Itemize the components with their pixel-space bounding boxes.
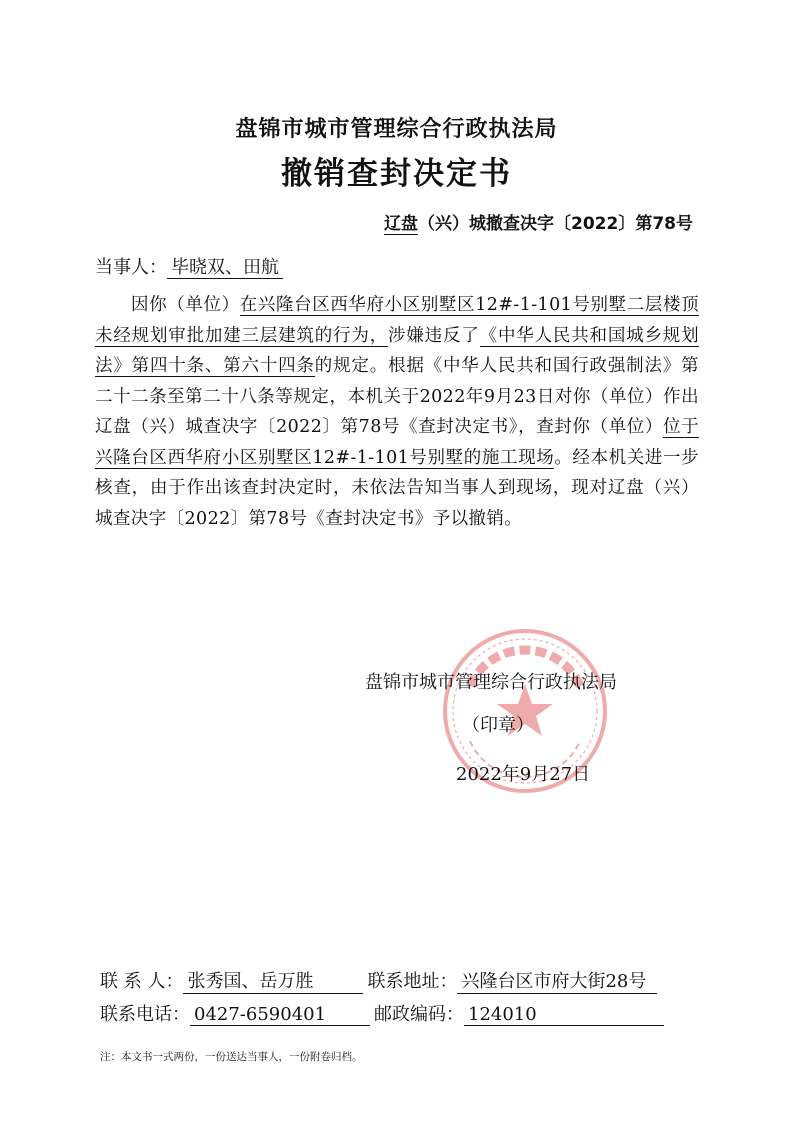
party-label: 当事人：	[95, 257, 167, 278]
body-text-1: 因你（单位）	[131, 295, 240, 315]
body-text-2: 涉嫌违反了	[388, 325, 480, 346]
decision-body	[95, 290, 699, 534]
violation-description: 在兴隆台区西华府小区别墅区12#-1-101号别墅二层楼顶未经规划审批加建三层建筑的行为，	[95, 295, 699, 346]
document-title: 撤销查封决定书	[281, 156, 512, 192]
contact-person-label: 联 系 人：	[100, 971, 184, 992]
violated-law-articles: 《中华人民共和国城乡规划法》第四十条、第六十四条	[95, 325, 699, 376]
footnote: 注：本文书一式两份，一份送达当事人，一份附卷归档。	[100, 1051, 363, 1063]
party-line	[95, 253, 283, 279]
party-names: 毕晓双、田航	[167, 257, 283, 279]
contact-phone-value: 0427-6590401	[190, 1004, 370, 1026]
contact-postcode-value: 124010	[464, 1004, 664, 1026]
issuing-organization: 盘锦市城市管理综合行政执法局	[235, 117, 558, 142]
document-number-prefix: 辽盘	[384, 214, 419, 234]
seal-note: （印章）	[462, 715, 534, 736]
signature-organization: 盘锦市城市管理综合行政执法局	[365, 672, 617, 693]
contact-phone-label: 联系电话：	[100, 1004, 190, 1025]
document-number-rest: （兴）城撤查决字〔2022〕第78号	[418, 214, 693, 234]
body-text-3: 的规定。根据《中华人民共和国行政强制法》第二十二条至第二十八条等规定，本机关于2022年9月23日对你（单位）作出辽盘（兴）城查决字〔2022〕第78号《查封决定书》，查封你（单位）	[95, 356, 699, 437]
body-text-4: 。经本机关进一步核查，由于作出该查封决定时，未依法告知当事人到现场，现对辽盘（兴）城查决字〔2022〕第78号《查封决定书》予以撤销。	[95, 447, 699, 529]
contact-address-value: 兴隆台区市府大街28号	[457, 967, 657, 994]
contact-postcode-label: 邮政编码：	[374, 1004, 464, 1025]
document-number	[384, 209, 693, 234]
contact-person-value: 张秀国、岳万胜	[183, 967, 363, 994]
contact-address-label: 联系地址：	[367, 971, 458, 992]
contact-row-person-address	[100, 967, 657, 994]
contact-row-phone-postcode	[100, 1000, 664, 1026]
signature-date: 2022年9月27日	[456, 764, 591, 785]
sealed-location: 位于兴隆台区西华府小区别墅区12#-1-101号别墅的施工现场	[95, 417, 699, 468]
